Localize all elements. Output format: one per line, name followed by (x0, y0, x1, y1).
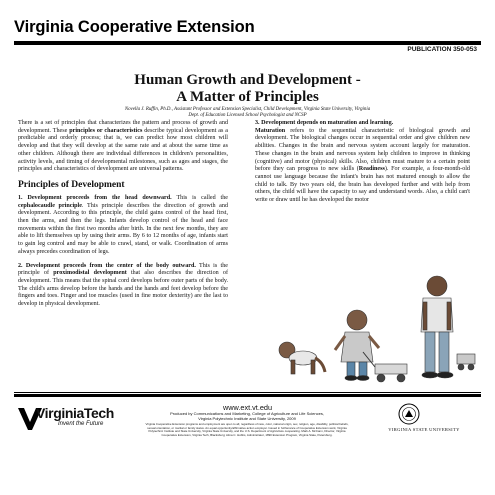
principle-1-heading: 1. Development proceeds from the head downward. (18, 194, 172, 201)
footer-rule-thin (14, 392, 481, 393)
header-rule (14, 41, 481, 45)
section-heading: Principles of Development (18, 179, 125, 190)
website-link[interactable]: www.ext.vt.edu (222, 403, 273, 412)
principle-2-bold: proximodistal development (53, 270, 127, 277)
publication-number: PUBLICATION 350-053 (407, 46, 477, 53)
left-column (18, 120, 228, 315)
intro-paragraph (18, 120, 228, 174)
principle-3-bold-a: Maturation (255, 127, 286, 134)
principle-1 (18, 195, 228, 257)
principle-3-text-b: ). For example, a four-month-old cannot use language because the infant's brain has not matured enough to allow the child to talk. By two years old, the brain has developed further and with help from others, the child will have the capacity to say and understand words. Also, a child can't write or draw until he has developed the motor (255, 166, 470, 204)
principle-2-heading: 2. Development proceeds from the center of the body outward. (18, 262, 196, 269)
footer-rule-thick (14, 394, 481, 397)
intro-text-a: There is a set of principles that characterizes the pattern and process of growth and development. These (18, 120, 228, 134)
production-line-1: Produced by Communications and Marketing, College of Agriculture and Life Sciences, (170, 411, 324, 416)
principle-2-text-a: This is the principle of (18, 262, 228, 277)
byline-line-2: Dept. of Education Licensed School Psychologist and NCSP (188, 113, 307, 119)
nondiscrimination-statement: Virginia Cooperative Extension programs and employment are open to all, regardless of race, color, national origin, sex, religion, age, disability, political beliefs, sexual orientation, or marital or family status. An equal opportunity/affirmative action employer. Issued in furtherance of Cooperative Extension work, Virginia Polytechnic Institute and State University, Virginia State University, and the U.S. Department of Agriculture cooperating. Mark A. McCann, Director, Virginia Cooperative Extension, Virginia Tech, Blacksburg; Alma C. Hobbs, Administrator, 1890 Extension Program, Virginia State, Petersburg. (145, 422, 349, 437)
principle-3-bold-b: Readiness (358, 166, 385, 173)
toy-truck (457, 354, 475, 370)
principle-3-heading: 3. Development depends on maturation and learning. (255, 120, 394, 126)
intro-bold: principles or characteristics (69, 127, 143, 134)
vsu-seal-icon (398, 403, 420, 425)
vt-tagline: Invent the Future (58, 421, 104, 427)
masthead: Virginia Cooperative Extension (14, 18, 255, 36)
principle-1-bold: cephalocaudle principle (18, 202, 82, 209)
production-credit (142, 411, 352, 421)
right-column (255, 120, 470, 211)
intro-text-b: describe typical development as a predictable and orderly process; that is, we can predict how most children will develop and that they will develop at the same rate and at about the same time as other children. Although there are individual differences in children's personalities, activity levels, and timing of developmental milestones, such as ages and stages, the principles and characteristics of development are universal patterns. (18, 127, 228, 173)
vsu-name: VIRGINIA STATE UNIVERSITY (388, 427, 460, 432)
principle-2 (18, 263, 228, 309)
children-growth-illustration (265, 272, 480, 392)
principle-2-text-b: that also describes the direction of development. This means that the spinal cord develops before outer parts of the body. The child's arms develop before the hands and the hands and feet develop before the fingers and toes. Finger and toe muscles (used in fine motor dexterity) are the last to develop in physical development. (18, 270, 228, 308)
title-line-2: A Matter of Principles (176, 89, 319, 105)
principle-1-text-a: This is called the (171, 194, 228, 201)
toddler-figure (335, 310, 379, 381)
principle-1-text-b: . This principle describes the direction of growth and development. According to this principle, the child gains control of the head first, then the arms, and then the legs. Infants develop control of the head and face movements within the first two months after birth. In the next few months, they are able to lift themselves up by using their arms. By 6 to 12 months of age, infants start to gain leg control and may be able to crawl, stand, or walk. Coordination of arms always precedes coordination of legs. (18, 202, 228, 255)
byline-line-1: Novella J. Ruffin, Ph.D., Assistant Professor and Extension Specialist, Child Development, Virginia State University, Virginia (124, 107, 371, 112)
vt-wordmark: VirginiaTech (36, 405, 114, 421)
crawling-infant-figure (279, 342, 325, 374)
principle-3-text-a: refers to the sequential characteristic of biological growth and development. The biological changes occur in sequential order and give children new abilities. Changes in the brain and nervous system account largely for maturation. These changes in the brain and nervous system help children to improve in thinking (cognitive) and motor (physical) skills. Also, children must mature to a certain point before they can progress to new skills ( (255, 127, 470, 173)
title-line-1: Human Growth and Development - (134, 72, 361, 88)
production-line-2: Virginia Polytechnic Institute and State University, 2009 (198, 416, 296, 421)
byline (22, 107, 473, 120)
principle-3 (255, 120, 470, 205)
article-title (14, 72, 481, 106)
older-child-figure (421, 276, 453, 378)
